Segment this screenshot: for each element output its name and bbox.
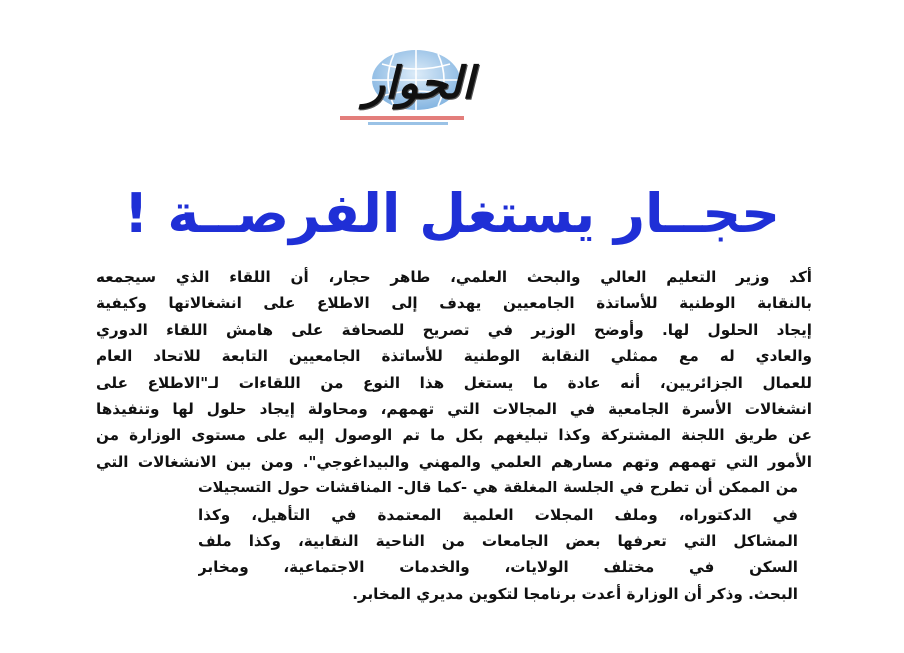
body-line: المشاكل التي تعرفها بعض الجامعات من الناحية النقابية، وكذا ملف (198, 531, 798, 550)
body-line: في الدكتوراه، وملف المجلات العلمية المعتمدة في التأهيل، وكذا (198, 505, 798, 524)
body-line: السكن في مختلف الولايات، والخدمات الاجتماعية، ومخابر (198, 558, 798, 577)
body-line: للعمال الجزائريين، أنه عادة ما يستغل هذا النوع من اللقاءات لـ"الاطلاع على (96, 373, 812, 392)
article-body (96, 264, 812, 607)
article-headline: حجــار يستغل الفرصــة ! (123, 182, 781, 245)
body-line: إيجاد الحلول لها. وأوضح الوزير في تصريح للصحافة على هامش اللقاء الدوري (96, 320, 812, 339)
body-line: انشغالات الأسرة الجامعية في المجالات التي تهمهم، ومحاولة إيجاد حلول لها وتنفيذها (96, 399, 812, 418)
body-line: والعادي له مع ممثلي النقابة الوطنية للأساتذة الجامعيين التابعة للاتحاد العام (96, 347, 812, 366)
body-line: البحث. وذكر أن الوزارة أعدت برنامجا لتكوين مديري المخابر. (352, 584, 798, 603)
body-line: الأمور التي تهمهم وتهم مسارهم العلمي والمهني والبيداغوجي". ومن بين الانشغالات التي (96, 452, 812, 471)
masthead-name: الحوار (363, 58, 474, 109)
masthead-logo (332, 46, 480, 130)
body-line: بالنقابة الوطنية للأساتذة الجامعيين يهدف إلى الاطلاع على انشغالاتها وكيفية (96, 294, 812, 313)
body-line: أكد وزير التعليم العالي والبحث العلمي، طاهر حجار، أن اللقاء الذي سيجمعه (96, 268, 812, 286)
body-line: عن طريق اللجنة المشتركة وكذا تبليغهم بكل ما تم الوصول إليه على مستوى الوزارة من (96, 426, 812, 445)
body-line: من الممكن أن تطرح في الجلسة المغلقة هي -كما قال- المناقشات حول التسجيلات (198, 479, 798, 497)
